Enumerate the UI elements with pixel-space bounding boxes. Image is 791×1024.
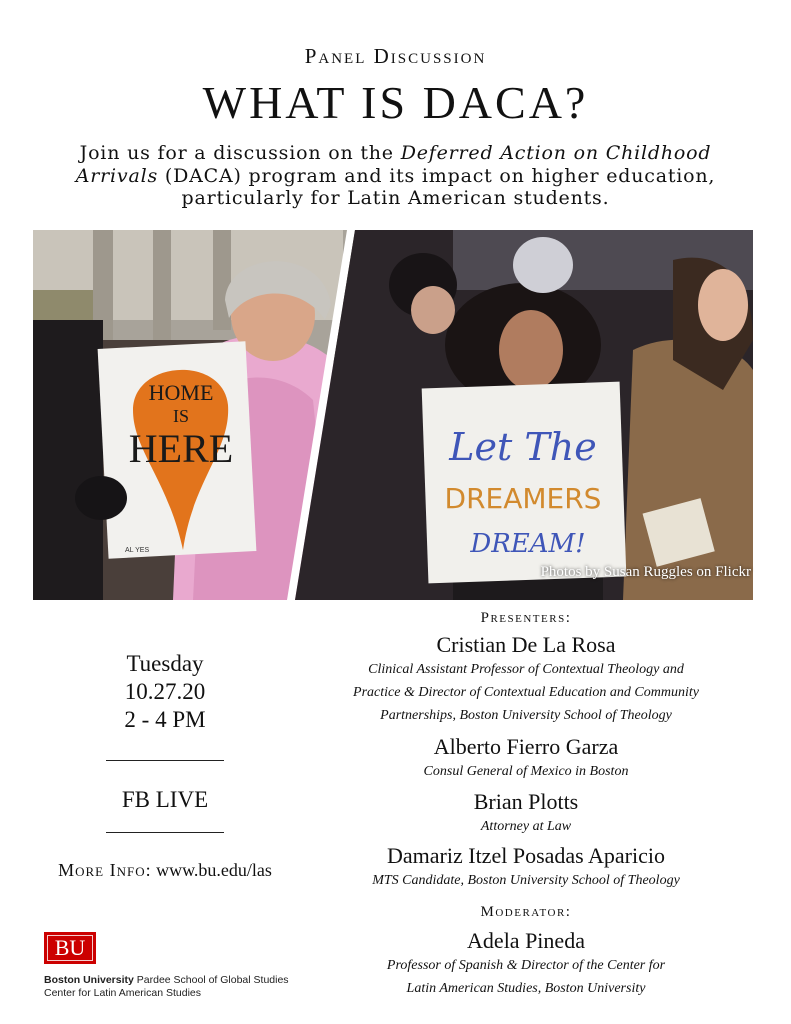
- presenter-role-line: Partnerships, Boston University School of Theology: [380, 708, 672, 723]
- logo-university: Boston University: [44, 974, 134, 986]
- event-time: 2 - 4 PM: [124, 707, 206, 732]
- moderator-role-line: Latin American Studies, Boston University: [406, 981, 646, 996]
- presenter-name: Alberto Fierro Garza: [433, 734, 619, 759]
- sign-left-line3: HERE: [128, 426, 234, 471]
- sign-right-line3: DREAM!: [470, 529, 586, 559]
- more-info-link[interactable]: www.bu.edu/las: [156, 860, 272, 880]
- presenter-name: Cristian De La Rosa: [436, 632, 616, 657]
- event-datetime: [60, 650, 270, 734]
- presenter-1: [316, 632, 736, 727]
- moderator-name: Adela Pineda: [467, 928, 585, 953]
- photo-credit: Photos by Susan Ruggles on Flickr: [540, 564, 751, 580]
- presenter-name: Damariz Itzel Posadas Aparicio: [387, 843, 665, 868]
- event-date: 10.27.20: [124, 679, 206, 704]
- sign-right-line1: Let The: [449, 425, 597, 469]
- event-day: Tuesday: [126, 651, 204, 676]
- event-description: [60, 142, 731, 210]
- event-venue: FB LIVE: [121, 787, 209, 812]
- sign-left-line2: IS: [172, 406, 190, 426]
- moderator-heading: Moderator:: [480, 904, 572, 920]
- more-info: [30, 860, 300, 881]
- presenter-role-line: Attorney at Law: [480, 819, 572, 834]
- presenter-role-line: MTS Candidate, Boston University School of Theology: [372, 873, 680, 888]
- moderator-role-line: Professor of Spanish & Director of the Center for: [386, 958, 666, 973]
- intro-program-name: Deferred Action on Childhood Arrivals: [75, 142, 712, 187]
- more-info-label: More Info:: [58, 860, 152, 880]
- bu-logo-mark: BU: [44, 932, 96, 964]
- divider-1: [106, 760, 224, 761]
- intro-text-1: Join us for a discussion on the: [79, 142, 401, 164]
- sign-left-small: AL YES: [125, 547, 150, 554]
- sign-right-line2: DREAMERS: [444, 482, 602, 515]
- presenter-2: [316, 734, 736, 783]
- event-title: WHAT IS DACA?: [202, 77, 589, 128]
- presenters-heading: Presenters:: [480, 610, 572, 626]
- logo-center: Center for Latin American Studies: [44, 987, 201, 999]
- presenter-name: Brian Plotts: [473, 789, 579, 814]
- presenter-4: [316, 843, 736, 892]
- moderator: [316, 928, 736, 1000]
- divider-2: [106, 832, 224, 833]
- presenter-role-line: Consul General of Mexico in Boston: [423, 764, 629, 779]
- presenter-3: [316, 789, 736, 838]
- photo-illustration: [33, 230, 753, 600]
- intro-text-2: (DACA) program and its impact on higher education, particularly for Latin American students.: [158, 164, 716, 209]
- sign-left-line1: HOME: [148, 380, 214, 405]
- bu-logo-text: [44, 974, 324, 1000]
- presenter-role-line: Clinical Assistant Professor of Contextual Theology and: [368, 662, 684, 677]
- presenter-role-line: Practice & Director of Contextual Education and Community: [353, 685, 699, 700]
- event-type-heading: Panel Discussion: [304, 44, 487, 68]
- protest-photo-collage: [33, 230, 753, 600]
- logo-school: Pardee School of Global Studies: [136, 974, 289, 986]
